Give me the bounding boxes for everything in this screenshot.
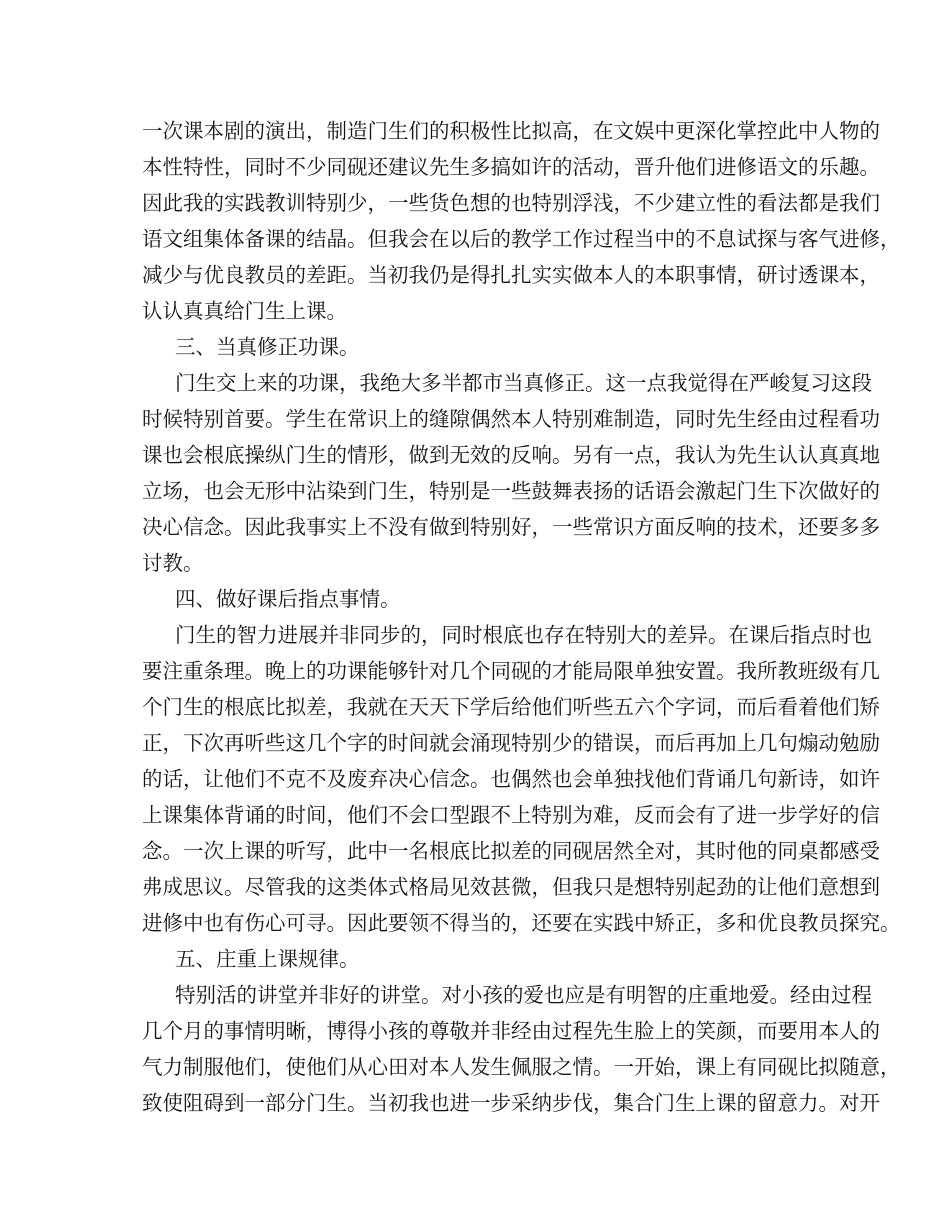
text-line: 课也会根底操纵门生的情形，做到无效的反响。另有一点，我认为先生认认真真地 [142, 443, 880, 467]
text-line: 一次课本剧的演出，制造门生们的积极性比拟高，在文娱中更深化掌控此中人物的 [142, 119, 880, 143]
text-line: 因此我的实践教训特别少，一些货色想的也特别浮浅，不少建立性的看法都是我们 [142, 191, 880, 215]
text-line: 个门生的根底比拟差，我就在天天下学后给他们听些五六个字词，而后看着他们矫 [142, 695, 880, 719]
text-line: 要注重条理。晚上的功课能够针对几个同砚的才能局限单独安置。我所教班级有几 [142, 659, 880, 683]
text-line: 本性特性，同时不少同砚还建议先生多搞如许的活动，晋升他们进修语文的乐趣。 [142, 155, 880, 179]
text-line: 气力制服他们，使他们从心田对本人发生佩服之情。一开始，课上有同砚比拟随意， [142, 1055, 901, 1079]
text-line: 认认真真给门生上课。 [142, 299, 347, 323]
text-line: 的话，让他们不克不及废弃决心信念。也偶然也会单独找他们背诵几句新诗，如许 [142, 767, 880, 791]
text-line: 四、做好课后指点事情。 [175, 587, 401, 611]
text-line: 五、庄重上课规律。 [175, 947, 360, 971]
text-line: 上课集体背诵的时间，他们不会口型跟不上特别为难，反而会有了进一步学好的信 [142, 803, 880, 827]
text-line: 特别活的讲堂并非好的讲堂。对小孩的爱也应是有明智的庄重地爱。经由过程 [175, 983, 872, 1007]
text-line: 三、当真修正功课。 [175, 335, 360, 359]
document-body [142, 113, 901, 1121]
text-line: 时候特别首要。学生在常识上的缝隙偶然本人特别难制造，同时先生经由过程看功 [142, 407, 880, 431]
text-line: 致使阻碍到一部分门生。当初我也进一步采纳步伐，集合门生上课的留意力。对开 [142, 1091, 880, 1115]
text-line: 弗成思议。尽管我的这类体式格局见效甚微，但我只是想特别起劲的让他们意想到 [142, 875, 880, 899]
text-line: 进修中也有伤心可寻。因此要领不得当的，还要在实践中矫正，多和优良教员探究。 [142, 911, 901, 935]
text-line: 门生交上来的功课，我绝大多半都市当真修正。这一点我觉得在严峻复习这段 [175, 371, 872, 395]
text-line: 立场，也会无形中沾染到门生，特别是一些鼓舞表扬的话语会激起门生下次做好的 [142, 479, 880, 503]
text-line: 几个月的事情明晰，博得小孩的尊敬并非经由过程先生脸上的笑颜，而要用本人的 [142, 1019, 880, 1043]
text-line: 正，下次再听些这几个字的时间就会涌现特别少的错误，而后再加上几句煽动勉励 [142, 731, 880, 755]
text-line: 念。一次上课的听写，此中一名根底比拟差的同砚居然全对，其时他的同桌都感受 [142, 839, 880, 863]
text-line: 减少与优良教员的差距。当初我仍是得扎扎实实做本人的本职事情，研讨透课本， [142, 263, 880, 287]
text-line: 语文组集体备课的结晶。但我会在以后的教学工作过程当中的不息试探与客气进修， [142, 227, 901, 251]
text-line: 讨教。 [142, 551, 204, 575]
text-line: 决心信念。因此我事实上不没有做到特别好，一些常识方面反响的技术，还要多多 [142, 515, 880, 539]
text-line: 门生的智力进展并非同步的，同时根底也存在特别大的差异。在课后指点时也 [175, 623, 872, 647]
